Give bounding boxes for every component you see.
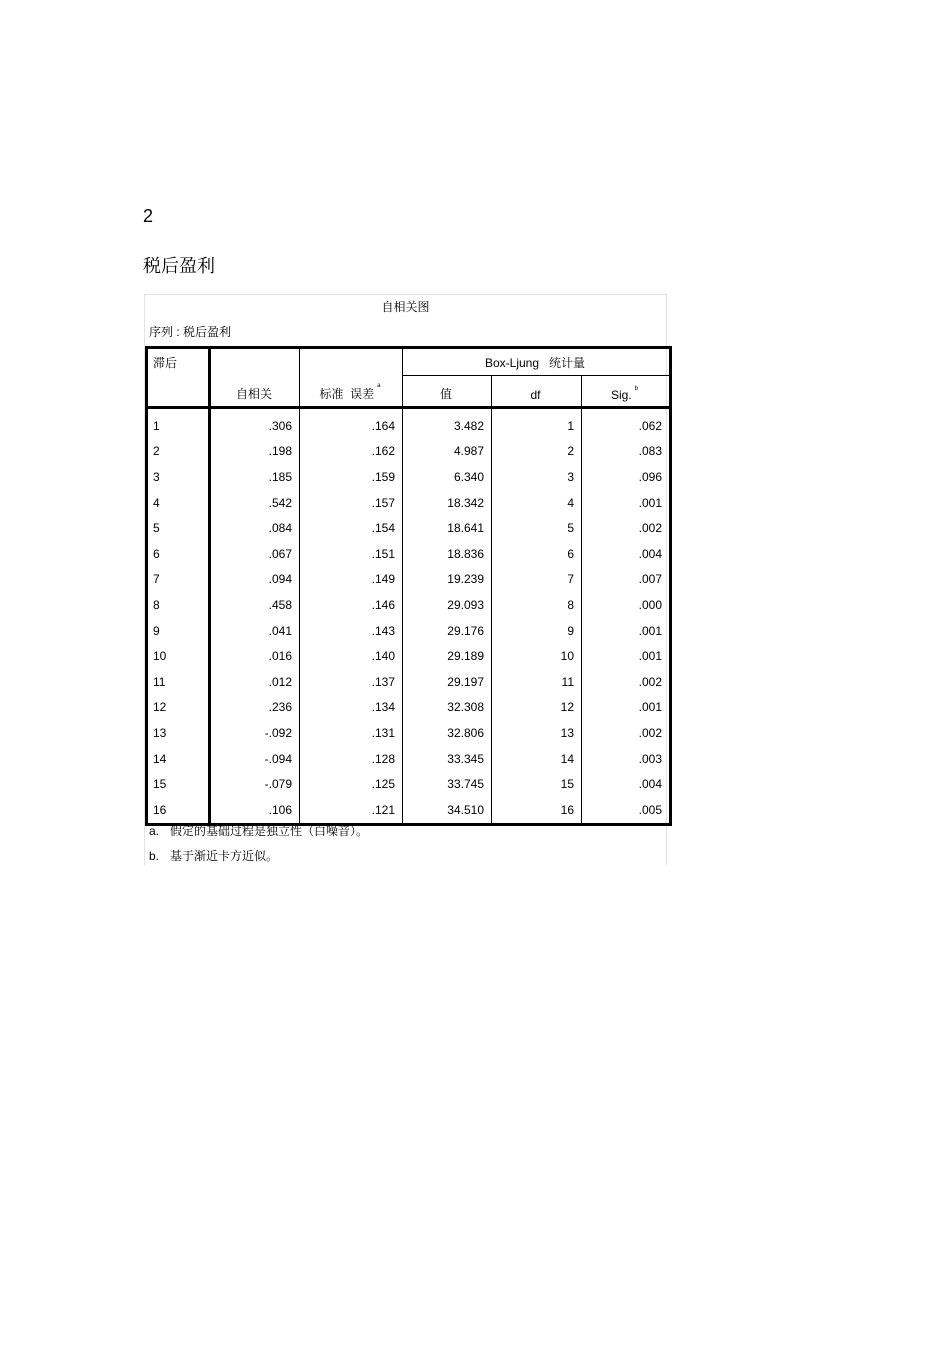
footnote-a <box>149 823 368 839</box>
cell-box-ljung-value: 29.197 <box>403 669 492 695</box>
cell-std-error: .154 <box>300 515 403 541</box>
table-body <box>147 408 671 825</box>
cell-lag: 9 <box>147 618 210 644</box>
cell-sig: .003 <box>638 751 662 766</box>
cell-std-error: .162 <box>300 439 403 465</box>
cell-sig: .005 <box>638 802 662 817</box>
cell-box-ljung-value: 29.189 <box>403 643 492 669</box>
cell-std-error: .137 <box>300 669 403 695</box>
cell-df: 7 <box>492 567 582 593</box>
cell-lag: 10 <box>147 643 210 669</box>
cell-std-error: .143 <box>300 618 403 644</box>
cell-std-error: .121 <box>300 797 403 824</box>
cell-box-ljung-value: 6.340 <box>403 464 492 490</box>
table-row <box>147 771 671 797</box>
cell-lag: 14 <box>147 746 210 772</box>
cell-lag: 6 <box>147 541 210 567</box>
cell-autocorrelation: .041 <box>210 618 300 644</box>
cell-lag: 2 <box>147 439 210 465</box>
table-row <box>147 490 671 516</box>
cell-lag: 12 <box>147 695 210 721</box>
cell-df: 6 <box>492 541 582 567</box>
header-sig-label: Sig. <box>610 388 632 402</box>
cell-df: 3 <box>492 464 582 490</box>
cell-autocorrelation: -.079 <box>210 771 300 797</box>
autocorrelation-table <box>145 346 672 826</box>
cell-df: 14 <box>492 746 582 772</box>
cell-box-ljung-value: 18.836 <box>403 541 492 567</box>
cell-sig: .096 <box>638 469 662 484</box>
cell-sig: .062 <box>638 418 662 433</box>
cell-autocorrelation: .236 <box>210 695 300 721</box>
cell-autocorrelation: -.092 <box>210 720 300 746</box>
cell-df: 13 <box>492 720 582 746</box>
cell-sig: .004 <box>638 777 662 792</box>
cell-autocorrelation: .012 <box>210 669 300 695</box>
cell-autocorrelation: -.094 <box>210 746 300 772</box>
header-box-ljung-label: Box-Ljung 统计量 <box>484 355 586 370</box>
cell-df: 8 <box>492 592 582 618</box>
footnote-marker-a: a <box>377 383 381 389</box>
table-row <box>147 439 671 465</box>
table-row <box>147 464 671 490</box>
cell-box-ljung-value: 33.745 <box>403 771 492 797</box>
cell-sig: .000 <box>638 597 662 612</box>
cell-autocorrelation: .542 <box>210 490 300 516</box>
header-box-ljung <box>403 348 671 376</box>
cell-autocorrelation: .106 <box>210 797 300 824</box>
table-row <box>147 408 671 439</box>
cell-std-error: .140 <box>300 643 403 669</box>
table-caption: 自相关图 <box>381 300 430 314</box>
footnote-key: a. <box>149 824 160 838</box>
cell-df: 4 <box>492 490 582 516</box>
header-value: 值 <box>403 376 492 408</box>
cell-df: 2 <box>492 439 582 465</box>
header-sig <box>582 376 671 408</box>
table-row <box>147 592 671 618</box>
series-label: 序列 : 税后盈利 <box>149 325 232 339</box>
cell-sig: .083 <box>638 444 662 459</box>
header-autocorrelation: 自相关 <box>210 348 300 408</box>
table-row <box>147 669 671 695</box>
cell-autocorrelation: .185 <box>210 464 300 490</box>
cell-std-error: .125 <box>300 771 403 797</box>
cell-box-ljung-value: 3.482 <box>403 408 492 439</box>
cell-std-error: .157 <box>300 490 403 516</box>
cell-std-error: .131 <box>300 720 403 746</box>
autocorrelation-table-frame <box>144 294 667 865</box>
table-row <box>147 746 671 772</box>
cell-autocorrelation: .016 <box>210 643 300 669</box>
footnote-text: 假定的基础过程是独立性（白噪音）。 <box>170 824 369 838</box>
cell-box-ljung-value: 19.239 <box>403 567 492 593</box>
cell-lag: 7 <box>147 567 210 593</box>
cell-sig: .004 <box>638 546 662 561</box>
cell-lag: 11 <box>147 669 210 695</box>
cell-box-ljung-value: 4.987 <box>403 439 492 465</box>
cell-box-ljung-value: 29.176 <box>403 618 492 644</box>
cell-sig: .001 <box>638 495 662 510</box>
cell-std-error: .134 <box>300 695 403 721</box>
cell-autocorrelation: .458 <box>210 592 300 618</box>
cell-df: 10 <box>492 643 582 669</box>
cell-df: 16 <box>492 797 582 824</box>
header-lag: 滞后 <box>147 348 210 408</box>
cell-sig: .002 <box>638 674 662 689</box>
cell-box-ljung-value: 32.806 <box>403 720 492 746</box>
cell-autocorrelation: .084 <box>210 515 300 541</box>
table-row <box>147 643 671 669</box>
header-std-error-label: 标准 误差 <box>319 387 375 401</box>
footnote-text: 基于渐近卡方近似。 <box>170 849 279 863</box>
cell-autocorrelation: .198 <box>210 439 300 465</box>
section-title: 税后盈利 <box>143 256 215 276</box>
cell-df: 9 <box>492 618 582 644</box>
cell-sig: .001 <box>638 649 662 664</box>
cell-lag: 4 <box>147 490 210 516</box>
cell-df: 15 <box>492 771 582 797</box>
cell-std-error: .149 <box>300 567 403 593</box>
cell-sig: .007 <box>638 572 662 587</box>
cell-box-ljung-value: 34.510 <box>403 797 492 824</box>
cell-autocorrelation: .094 <box>210 567 300 593</box>
table-row <box>147 695 671 721</box>
cell-lag: 5 <box>147 515 210 541</box>
cell-df: 1 <box>492 408 582 439</box>
table-row <box>147 541 671 567</box>
cell-sig: .002 <box>638 725 662 740</box>
footnote-key: b. <box>149 849 160 863</box>
cell-df: 12 <box>492 695 582 721</box>
cell-sig: .002 <box>638 521 662 536</box>
cell-lag: 16 <box>147 797 210 824</box>
cell-std-error: .128 <box>300 746 403 772</box>
cell-df: 5 <box>492 515 582 541</box>
cell-std-error: .146 <box>300 592 403 618</box>
cell-lag: 1 <box>147 408 210 439</box>
cell-autocorrelation: .067 <box>210 541 300 567</box>
cell-box-ljung-value: 18.641 <box>403 515 492 541</box>
cell-lag: 3 <box>147 464 210 490</box>
table-row <box>147 618 671 644</box>
cell-df: 11 <box>492 669 582 695</box>
cell-std-error: .151 <box>300 541 403 567</box>
header-df: df <box>492 376 582 408</box>
footnote-marker-b: b <box>634 386 639 392</box>
table-row <box>147 515 671 541</box>
cell-std-error: .159 <box>300 464 403 490</box>
cell-lag: 8 <box>147 592 210 618</box>
header-std-error <box>300 348 403 408</box>
cell-box-ljung-value: 33.345 <box>403 746 492 772</box>
cell-autocorrelation: .306 <box>210 408 300 439</box>
cell-lag: 15 <box>147 771 210 797</box>
cell-sig: .001 <box>638 623 662 638</box>
cell-lag: 13 <box>147 720 210 746</box>
cell-sig: .001 <box>638 700 662 715</box>
table-row <box>147 567 671 593</box>
section-number: 2 <box>143 206 154 226</box>
footnote-b <box>149 848 278 864</box>
cell-std-error: .164 <box>300 408 403 439</box>
table-row <box>147 720 671 746</box>
cell-box-ljung-value: 18.342 <box>403 490 492 516</box>
table-row <box>147 797 671 824</box>
cell-box-ljung-value: 32.308 <box>403 695 492 721</box>
cell-box-ljung-value: 29.093 <box>403 592 492 618</box>
